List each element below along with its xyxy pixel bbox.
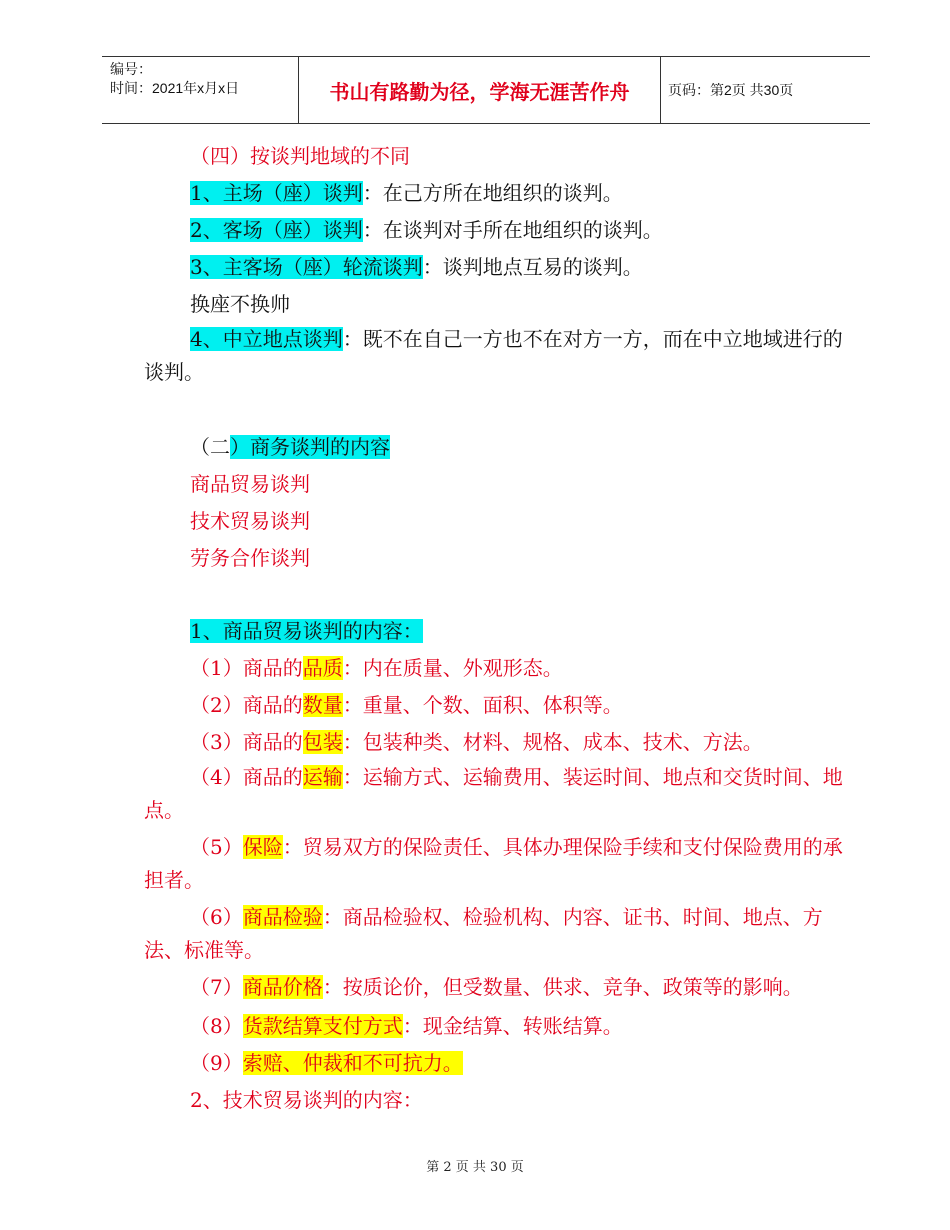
item-prefix: （9）: [190, 1051, 243, 1075]
list-item: [144, 1008, 856, 1045]
highlighted-term: 1、主场（座）谈判: [190, 181, 363, 205]
list-item: 商品贸易谈判: [190, 472, 310, 496]
title-prefix: （二: [190, 435, 230, 459]
section-four-title: （四）按谈判地域的不同: [190, 144, 410, 168]
item-prefix: （4）商品的: [190, 765, 303, 789]
item-text: ：现金结算、转账结算。: [402, 1014, 623, 1038]
item-text: ：按质论价，但受数量、供求、竞争、政策等的影响。: [322, 975, 803, 999]
item-prefix: （3）商品的: [190, 730, 303, 754]
list-item: [144, 687, 856, 724]
list-item: [144, 323, 856, 393]
item-prefix: （2）商品的: [190, 693, 303, 717]
item-text: ：包装种类、材料、规格、成本、技术、方法。: [342, 730, 763, 754]
highlighted-term: 商品检验: [242, 905, 323, 929]
highlighted-term: 货款结算支付方式: [242, 1014, 403, 1038]
highlighted-term: 包装: [302, 730, 343, 754]
note-text: 换座不换帅: [190, 292, 290, 316]
list-item: [144, 724, 856, 761]
page-footer: 第 2 页 共 30 页: [426, 1160, 524, 1175]
item-text: ：在谈判对手所在地组织的谈判。: [362, 218, 663, 242]
highlighted-title: 1、商品贸易谈判的内容：: [190, 619, 423, 643]
tech-section-title: 2、技术贸易谈判的内容：: [190, 1088, 423, 1112]
highlighted-term: 保险: [242, 835, 283, 859]
item-text: ：在己方所在地组织的谈判。: [362, 181, 623, 205]
item-text: ：贸易双方的保险责任、具体办理保险手续和支付保险费用的承担者。: [144, 835, 843, 892]
time-label: 时间：2021年x月x日: [110, 80, 240, 96]
highlighted-term: 3、主客场（座）轮流谈判: [190, 255, 423, 279]
highlighted-term: 索赔、仲裁和不可抗力。: [242, 1051, 463, 1075]
item-prefix: （8）: [190, 1014, 243, 1038]
header-motto: 书山有路勤为径，学海无涯苦作舟: [329, 79, 630, 104]
item-prefix: （7）: [190, 975, 243, 999]
item-text: ：重量、个数、面积、体积等。: [342, 693, 623, 717]
highlighted-term: 2、客场（座）谈判: [190, 218, 363, 242]
item-text: ：内在质量、外观形态。: [342, 656, 563, 680]
highlighted-term: 商品价格: [242, 975, 323, 999]
item-text: ：既不在自己一方也不在对方一方，而在中立地域进行的谈判。: [144, 327, 843, 384]
item-text: ：谈判地点互易的谈判。: [422, 255, 643, 279]
list-item: [144, 175, 856, 212]
header-divider: [660, 57, 661, 123]
item-prefix: （1）商品的: [190, 656, 303, 680]
document-body: [144, 138, 856, 1119]
item-prefix: （5）: [190, 835, 243, 859]
list-item: [144, 831, 856, 901]
list-item: [144, 650, 856, 687]
item-prefix: （6）: [190, 905, 243, 929]
spacer: [144, 393, 856, 429]
spacer: [144, 577, 856, 613]
item-text: ：运输方式、运输费用、装运时间、地点和交货时间、地点。: [144, 765, 843, 822]
highlighted-term: 4、中立地点谈判: [190, 327, 343, 351]
highlighted-term: 数量: [302, 693, 343, 717]
list-item: [144, 212, 856, 249]
highlighted-term: 运输: [302, 765, 343, 789]
list-item: [144, 1045, 856, 1082]
list-item: [144, 249, 856, 286]
highlighted-title: ）商务谈判的内容: [230, 435, 390, 459]
header-page-info: 页码：第2页 共30页: [668, 82, 794, 98]
list-item: 劳务合作谈判: [190, 546, 310, 570]
goods-section-title: [144, 613, 856, 650]
page-header: [102, 56, 870, 124]
highlighted-term: 品质: [302, 656, 343, 680]
item-text: ：商品检验权、检验机构、内容、证书、时间、地点、方法、标准等。: [144, 905, 823, 962]
number-label: 编号：: [110, 61, 152, 77]
list-item: [144, 971, 856, 1008]
header-meta-cell: [102, 57, 298, 123]
list-item: [144, 901, 856, 971]
list-item: 技术贸易谈判: [190, 509, 310, 533]
list-item: [144, 761, 856, 831]
section-two-title: [144, 429, 856, 466]
